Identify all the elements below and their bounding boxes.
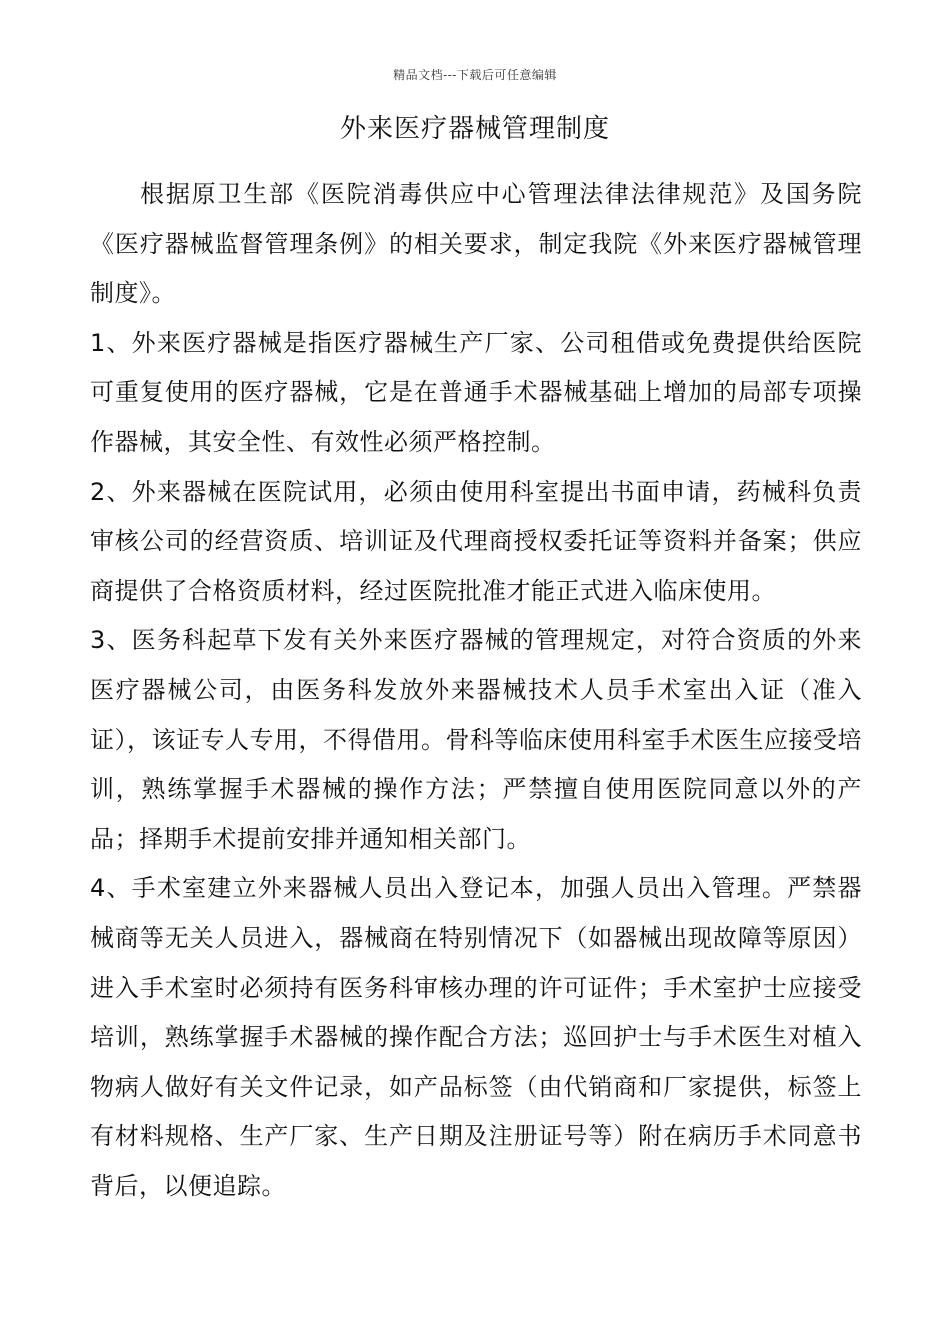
clause-4-paragraph: 4、手术室建立外来器械人员出入登记本，加强人员出入管理。严禁器械商等无关人员进入，器械商在特别情况下（如器械出现故障等原因）进入手术室时必须持有医务科审核办理的许可证件；手术室护士应接受培训，熟练掌握手术器械的操作配合方法；巡回护士与手术医生对植入物病人做好有关文件记录，如产品标签（由代销商和厂家提供，标签上有材料规格、生产厂家、生产日期及注册证号等）附在病历手术同意书背后，以便追踪。 xyxy=(90,874,862,1200)
document-title: 外来医疗器械管理制度 xyxy=(339,114,610,144)
document-body xyxy=(90,170,862,1211)
clause-2-paragraph: 2、外来器械在医院试用，必须由使用科室提出书面申请，药械科负责审核公司的经营资质、培训证及代理商授权委托证等资料并备案；供应商提供了合格资质材料，经过医院批准才能正式进入临床使用。 xyxy=(90,477,862,605)
header-note: 精品文档---下载后可任意编辑 xyxy=(393,68,557,82)
clause-1-paragraph: 1、外来医疗器械是指医疗器械生产厂家、公司租借或免费提供给医院可重复使用的医疗器械，它是在普通手术器械基础上增加的局部专项操作器械，其安全性、有效性必须严格控制。 xyxy=(90,328,862,456)
clause-3-paragraph: 3、医务科起草下发有关外来医疗器械的管理规定，对符合资质的外来医疗器械公司，由医务科发放外来器械技术人员手术室出入证（准入证），该证专人专用，不得借用。骨科等临床使用科室手术医生应接受培训，熟练掌握手术器械的操作方法；严禁擅自使用医院同意以外的产品；择期手术提前安排并通知相关部门。 xyxy=(90,626,862,853)
intro-paragraph: 根据原卫生部《医院消毒供应中心管理法律法律规范》及国务院《医疗器械监督管理条例》的相关要求，制定我院《外来医疗器械管理制度》。 xyxy=(90,180,862,308)
